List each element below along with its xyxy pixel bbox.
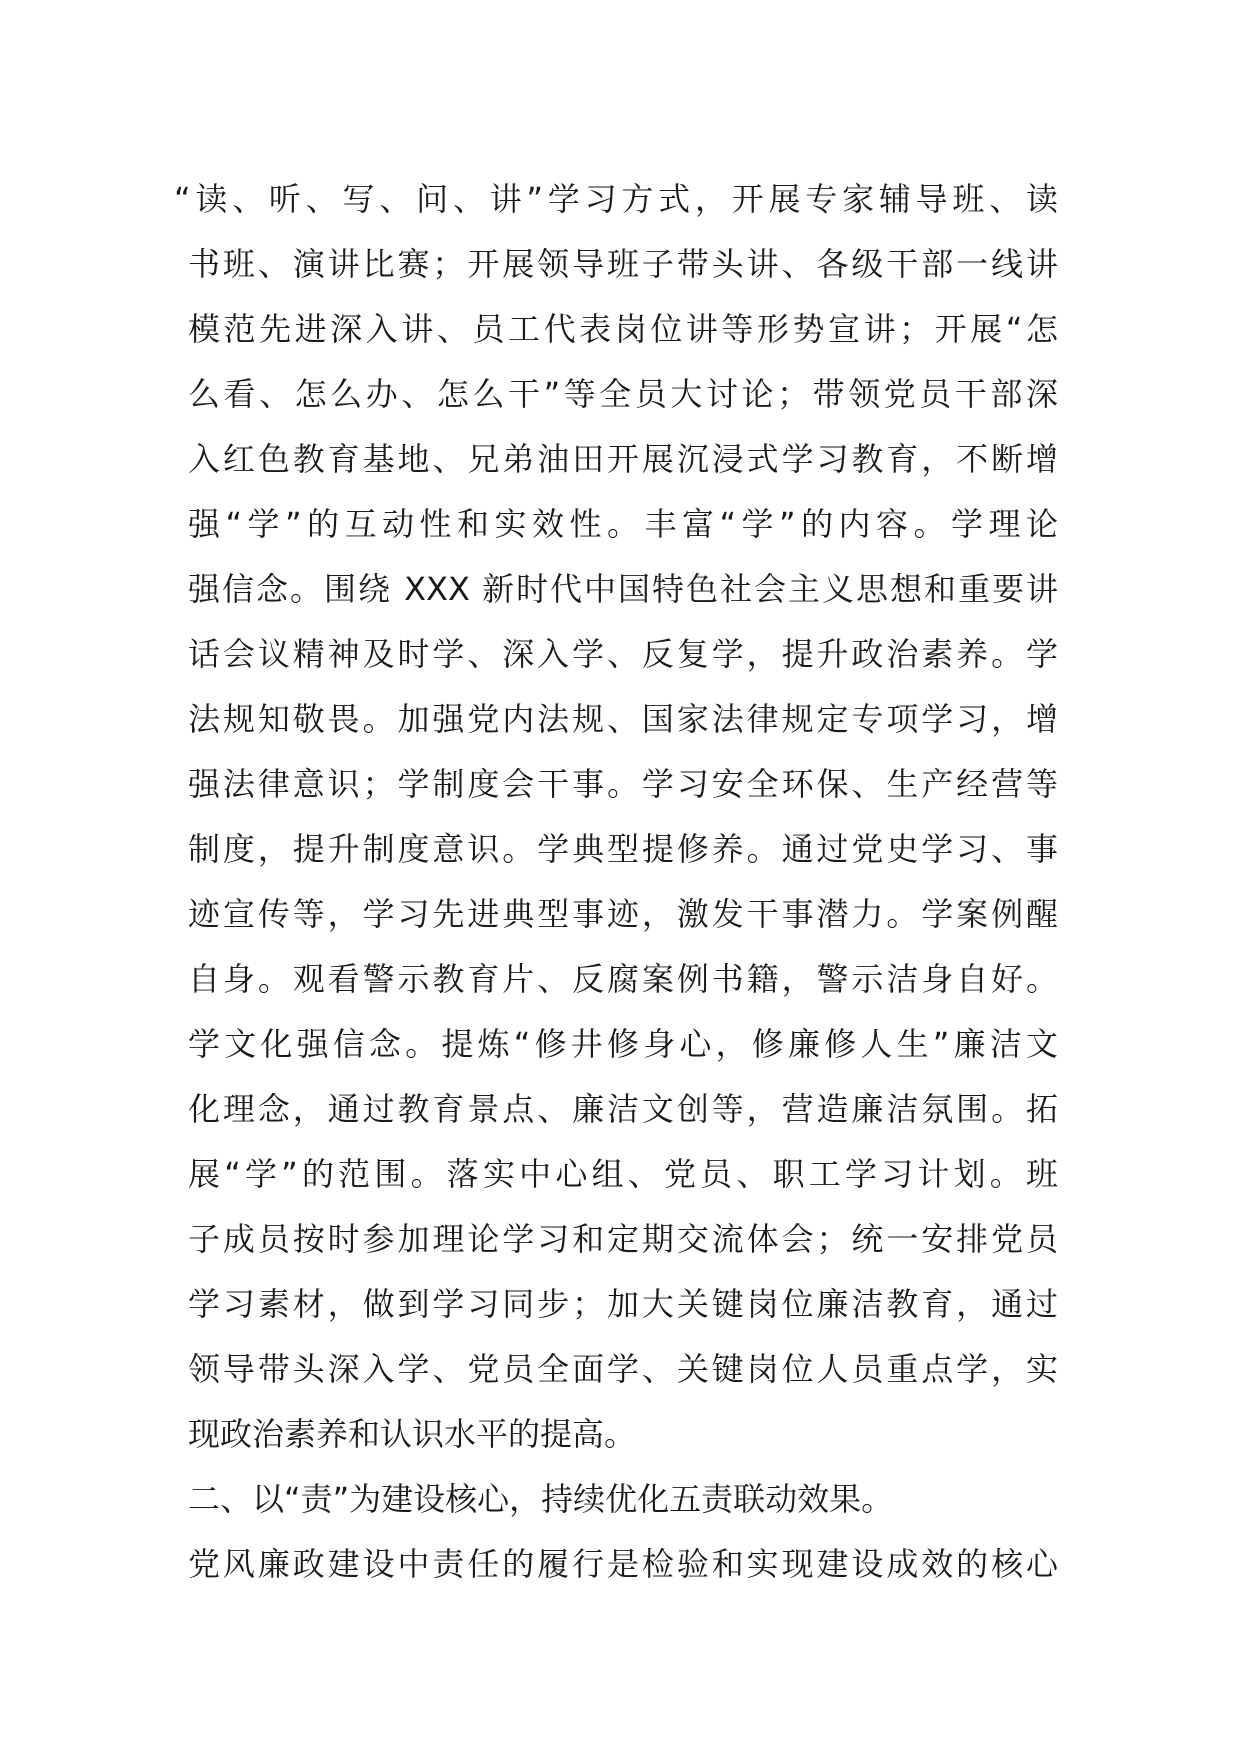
text-line: 学文化强信念。提炼“修井修身心，修廉修人生”廉洁文: [188, 1025, 1058, 1063]
text-line: 法规知敬畏。加强党内法规、国家法律规定专项学习，增: [188, 700, 1058, 738]
text-line: 学习素材，做到学习同步；加大关键岗位廉洁教育，通过: [188, 1285, 1058, 1323]
text-line: 强法律意识；学制度会干事。学习安全环保、生产经营等: [188, 765, 1058, 803]
text-line: 展“学”的范围。落实中心组、党员、职工学习计划。班: [188, 1155, 1058, 1193]
text-line: 迹宣传等，学习先进典型事迹，激发干事潜力。学案例醒: [188, 895, 1058, 933]
text-line: 子成员按时参加理论学习和定期交流体会；统一安排党员: [188, 1220, 1058, 1258]
text-line: 化理念，通过教育景点、廉洁文创等，营造廉洁氛围。拓: [188, 1090, 1058, 1128]
text-line: 领导带头深入学、党员全面学、关键岗位人员重点学，实: [188, 1350, 1058, 1388]
text-line: 强“学”的互动性和实效性。丰富“学”的内容。学理论: [188, 505, 1058, 543]
section-heading: 二、以“责”为建设核心，持续优化五责联动效果。: [188, 1480, 894, 1518]
text-line: 党风廉政建设中责任的履行是检验和实现建设成效的核心: [188, 1545, 1058, 1583]
text-line: 模范先进深入讲、员工代表岗位讲等形势宣讲；开展“怎: [188, 310, 1058, 348]
text-line: 制度，提升制度意识。学典型提修养。通过党史学习、事: [188, 830, 1058, 868]
text-line: 强信念。围绕 XXX 新时代中国特色社会主义思想和重要讲: [188, 570, 1058, 608]
text-line: 自身。观看警示教育片、反腐案例书籍，警示洁身自好。: [188, 960, 1058, 998]
text-line: “读、听、写、问、讲”学习方式，开展专家辅导班、读: [174, 180, 1058, 218]
body-text: [174, 167, 1058, 1597]
text-line: 入红色教育基地、兄弟油田开展沉浸式学习教育，不断增: [188, 440, 1058, 478]
text-line: 现政治素养和认识水平的提高。: [188, 1415, 637, 1453]
text-line: 话会议精神及时学、深入学、反复学，提升政治素养。学: [188, 635, 1058, 673]
text-line: 么看、怎么办、怎么干”等全员大讨论；带领党员干部深: [188, 375, 1058, 413]
text-line: 书班、演讲比赛；开展领导班子带头讲、各级干部一线讲: [188, 245, 1058, 283]
